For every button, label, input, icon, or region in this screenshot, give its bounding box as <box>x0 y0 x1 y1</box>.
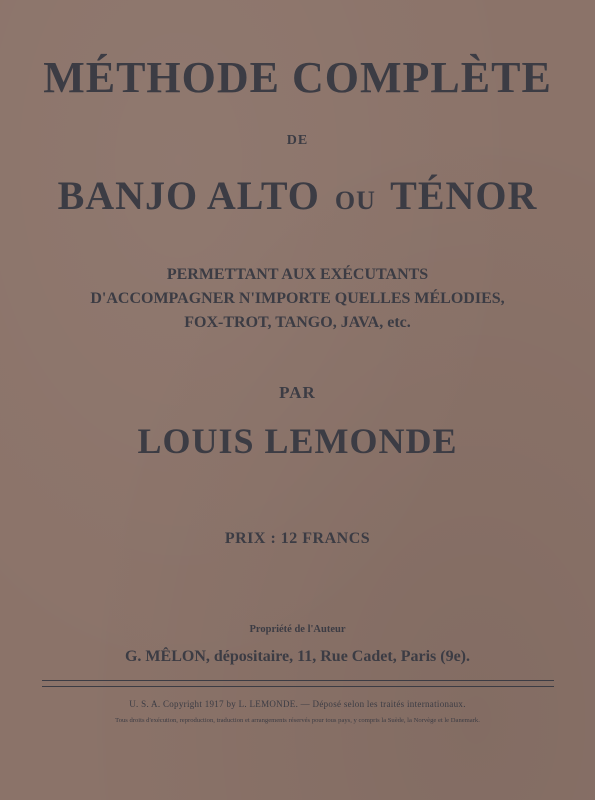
price: PRIX : 12 FRANCS <box>224 530 371 547</box>
title-ou: OU <box>334 186 376 215</box>
subtitle-line-2: D'ACCOMPAGNER N'IMPORTE QUELLES MÉLODIES, <box>90 290 505 307</box>
publisher: G. MÊLON, dépositaire, 11, Rue Cadet, Paris (9e). <box>124 648 470 665</box>
title-line-2 <box>0 172 595 219</box>
by-label: PAR <box>279 383 316 402</box>
title-de: DE <box>286 133 309 148</box>
double-rule-divider <box>42 680 554 687</box>
property-note: Propriété de l'Auteur <box>249 624 346 635</box>
copyright-notice: U. S. A. Copyright 1917 by L. LEMONDE. — Déposé selon les traités internationaux. <box>129 699 466 709</box>
title-line-1: MÉTHODE COMPLÈTE <box>43 53 552 102</box>
rights-notice: Tous droits d'exécution, reproduction, traduction et arrangements réservés pour tous pays, y compris la Suède, la Norvège et le Danemark. <box>115 717 480 724</box>
title-banjo-alto: BANJO ALTO <box>57 173 320 218</box>
subtitle-line-1: PERMETTANT AUX EXÉCUTANTS <box>166 266 429 283</box>
author-name: LOUIS LEMONDE <box>137 421 458 461</box>
subtitle-line-3: FOX-TROT, TANGO, JAVA, etc. <box>184 314 411 331</box>
title-tenor: TÉNOR <box>390 173 538 218</box>
